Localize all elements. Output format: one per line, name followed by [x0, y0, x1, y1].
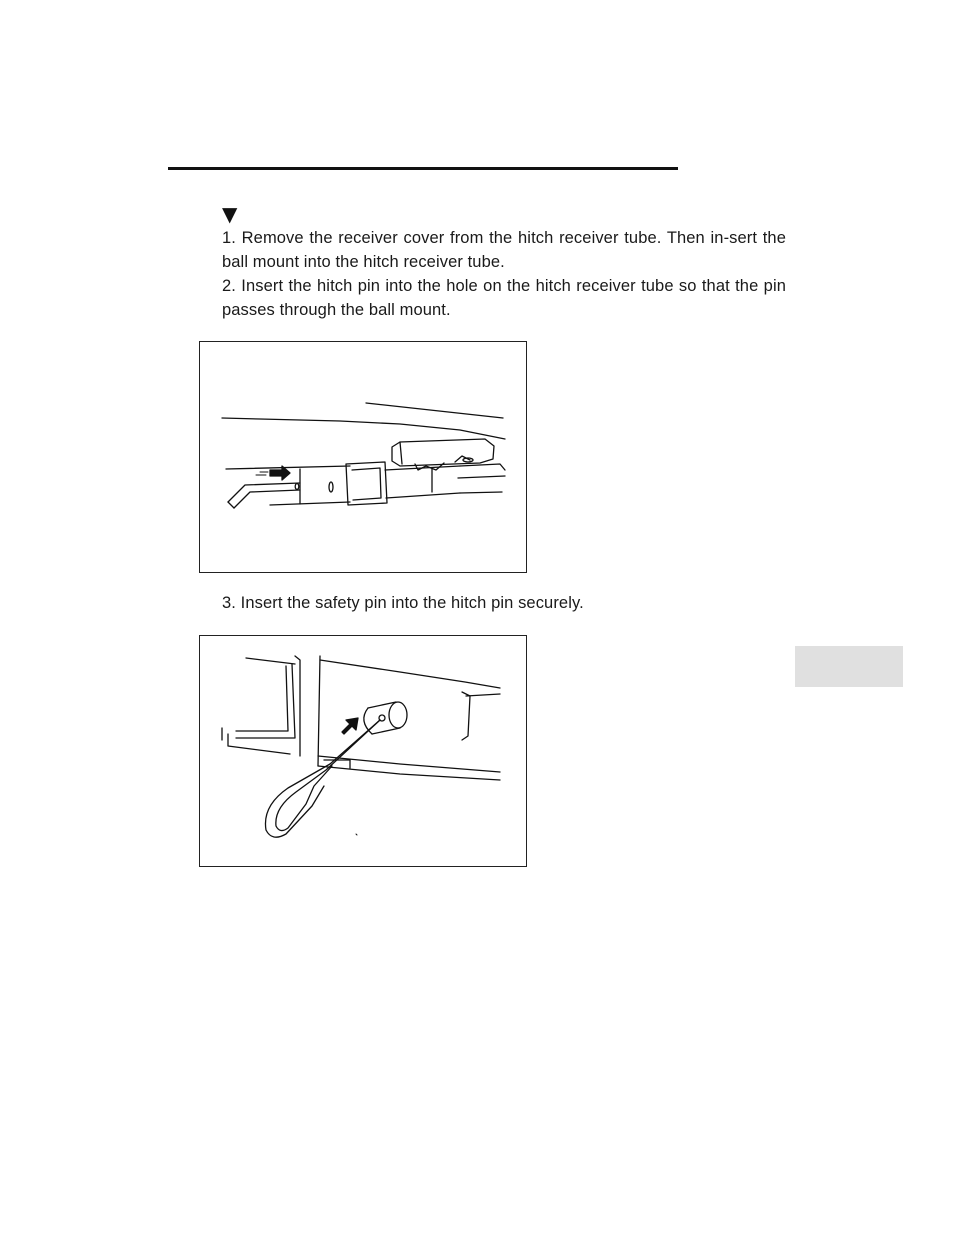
- step-2-text: 2. Insert the hitch pin into the hole on the hitch receiver tube so that the pin passes through the ball mount.: [222, 277, 786, 319]
- section-tab: [795, 646, 903, 687]
- step-1-text: 1. Remove the receiver cover from the hitch receiver tube. Then in-sert the ball mount into the hitch receiver tube.: [222, 229, 786, 271]
- down-triangle-icon: ▼: [222, 202, 238, 226]
- safety-pin-insertion-illustration: [199, 635, 527, 867]
- header-rule: [168, 167, 678, 170]
- hitch-pin-insertion-illustration: [199, 341, 527, 573]
- step-3-text: 3. Insert the safety pin into the hitch pin securely.: [222, 594, 584, 612]
